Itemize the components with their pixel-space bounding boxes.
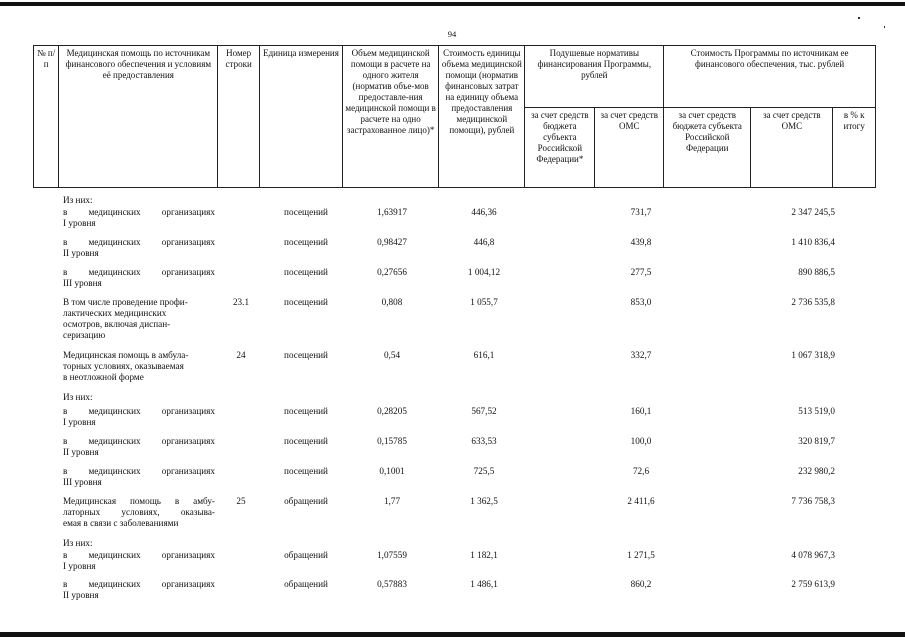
- row-cost-oms: 2 736 535,8: [791, 297, 835, 307]
- table-header: [33, 45, 876, 188]
- row-volume: 0,15785: [377, 436, 407, 446]
- header-sub-cost-percent: в % к итогу: [833, 108, 876, 188]
- table-row: [33, 237, 876, 267]
- header-sub-norm-budget: за счет средств бюджета субъекта Российской Федерации*: [525, 108, 595, 188]
- row-name: в медицинских организациях II уровня: [63, 579, 215, 600]
- row-volume: 0,28205: [377, 406, 407, 416]
- table-row: [33, 392, 876, 406]
- row-volume: 0,57883: [377, 579, 407, 589]
- row-name: в медицинских организациях II уровня: [63, 237, 215, 258]
- header-sub-norm-oms: за счет средств ОМС: [595, 108, 664, 188]
- row-norm-oms: 72,6: [632, 466, 650, 476]
- table-row: [33, 350, 876, 392]
- header-col-row-number: Номер строки: [218, 46, 260, 188]
- header-col-volume: Объем медицинской помощи в расчете на одного жителя (норматив объе-мов предоставле-ния медицинской помощи в расчете на одно застрахованное лицо)*: [343, 46, 439, 188]
- row-cost-oms: 890 886,5: [798, 267, 835, 277]
- header-col-no: № п/п: [34, 46, 59, 188]
- header-group-per-capita-norms: Подушевые нормативы финансирования Программы, рублей: [525, 46, 664, 108]
- row-volume: 0,808: [381, 297, 403, 307]
- row-norm-oms: 439,8: [630, 237, 652, 247]
- row-cost-oms: 2 347 245,5: [791, 207, 835, 217]
- row-unit-cost: 616,1: [473, 350, 495, 360]
- row-cost-oms: 513 519,0: [798, 406, 835, 416]
- row-volume: 1,77: [383, 496, 401, 506]
- row-name: в медицинских организациях III уровня: [63, 466, 215, 487]
- table-row: [33, 550, 876, 579]
- row-norm-oms: 853,0: [630, 297, 652, 307]
- row-unit: обращений: [284, 550, 328, 560]
- row-name: в медицинских организациях I уровня: [63, 550, 215, 571]
- row-cost-oms: 1 410 836,4: [791, 237, 835, 247]
- row-unit-cost: 1 182,1: [470, 550, 498, 560]
- row-number: 24: [236, 350, 246, 360]
- row-norm-oms: 100,0: [630, 436, 652, 446]
- header-col-unit: Единица измерения: [259, 46, 342, 188]
- header-sub-cost-oms: за счет средств ОМС: [751, 108, 833, 188]
- row-volume: 1,07559: [377, 550, 407, 560]
- table-row: [33, 195, 876, 207]
- row-unit-cost: 1 055,7: [470, 297, 498, 307]
- row-unit-cost: 1 362,5: [470, 496, 498, 506]
- row-norm-oms: 731,7: [630, 207, 652, 217]
- table-row: [33, 207, 876, 237]
- row-unit-cost: 1 486,1: [470, 579, 498, 589]
- table-row: [33, 538, 876, 550]
- row-unit: посещений: [284, 350, 328, 360]
- row-number: 25: [236, 496, 246, 506]
- row-cost-oms: 4 078 967,3: [791, 550, 835, 560]
- row-name: Из них:: [63, 538, 93, 548]
- row-name: Медицинская помощь в амбу- латорных условиях, оказыва- емая в связи с заболеваниями: [63, 496, 215, 528]
- row-name: Из них:: [63, 195, 93, 205]
- table-body: [33, 195, 876, 605]
- row-unit-cost: 567,52: [471, 406, 497, 416]
- header-sub-cost-budget: за счет средств бюджета субъекта Российской Федерации: [664, 108, 751, 188]
- row-unit-cost: 1 004,12: [467, 267, 501, 277]
- row-unit-cost: 633,53: [471, 436, 497, 446]
- scan-speck: [884, 26, 885, 28]
- row-name: в медицинских организациях I уровня: [63, 406, 215, 427]
- row-name: В том числе проведение профи- лактических медицинских осмотров, включая диспан- серизацию: [63, 297, 188, 340]
- row-unit: посещений: [284, 406, 328, 416]
- table-row: [33, 466, 876, 496]
- row-name: Медицинская помощь в амбула- торных условиях, оказываемая в неотложной форме: [63, 350, 189, 382]
- row-number: 23.1: [232, 297, 250, 307]
- row-cost-oms: 320 819,7: [798, 436, 835, 446]
- row-norm-oms: 1 271,5: [627, 550, 655, 560]
- row-volume: 1,63917: [377, 207, 407, 217]
- row-unit: посещений: [284, 436, 328, 446]
- row-norm-oms: 277,5: [630, 267, 652, 277]
- row-volume: 0,1001: [379, 466, 405, 476]
- row-unit-cost: 446,8: [473, 237, 495, 247]
- row-unit: обращений: [284, 579, 328, 589]
- row-norm-oms: 860,2: [630, 579, 652, 589]
- table-row: [33, 267, 876, 297]
- row-cost-oms: 7 736 758,3: [791, 496, 835, 506]
- header-col-name: Медицинская помощь по источникам финансового обеспечения и условиям её предоставления: [59, 46, 218, 188]
- page-number: 94: [447, 29, 457, 39]
- table-row: [33, 406, 876, 436]
- row-unit: посещений: [284, 237, 328, 247]
- row-volume: 0,98427: [377, 237, 407, 247]
- row-unit-cost: 446,36: [471, 207, 497, 217]
- header-group-program-cost: Стоимость Программы по источникам ее финансового обеспечения, тыс. рублей: [664, 46, 876, 108]
- scan-speck: [858, 17, 860, 19]
- table-row: [33, 297, 876, 350]
- row-cost-oms: 2 759 613,9: [791, 579, 835, 589]
- row-unit: обращений: [284, 496, 328, 506]
- row-cost-oms: 1 067 318,9: [791, 350, 835, 360]
- row-norm-oms: 332,7: [630, 350, 652, 360]
- table-row: [33, 436, 876, 466]
- table-row: [33, 496, 876, 538]
- row-volume: 0,27656: [377, 267, 407, 277]
- row-name: Из них:: [63, 392, 93, 402]
- row-name: в медицинских организациях II уровня: [63, 436, 215, 457]
- row-volume: 0,54: [383, 350, 401, 360]
- row-unit: посещений: [284, 297, 328, 307]
- scan-bottom-edge: [0, 632, 905, 637]
- row-unit-cost: 725,5: [473, 466, 495, 476]
- row-norm-oms: 160,1: [630, 406, 652, 416]
- row-norm-oms: 2 411,6: [627, 496, 655, 506]
- row-unit: посещений: [284, 207, 328, 217]
- row-cost-oms: 232 980,2: [798, 466, 835, 476]
- header-col-unit-cost: Стоимость единицы объема медицинской помощи (норматив финансовых затрат на единицу объема предоставления медицинской помощи), рублей: [439, 46, 525, 188]
- row-name: в медицинских организациях III уровня: [63, 267, 215, 288]
- row-name: в медицинских организациях I уровня: [63, 207, 215, 228]
- row-unit: посещений: [284, 466, 328, 476]
- scan-top-edge: [0, 2, 905, 6]
- row-unit: посещений: [284, 267, 328, 277]
- table-row: [33, 579, 876, 605]
